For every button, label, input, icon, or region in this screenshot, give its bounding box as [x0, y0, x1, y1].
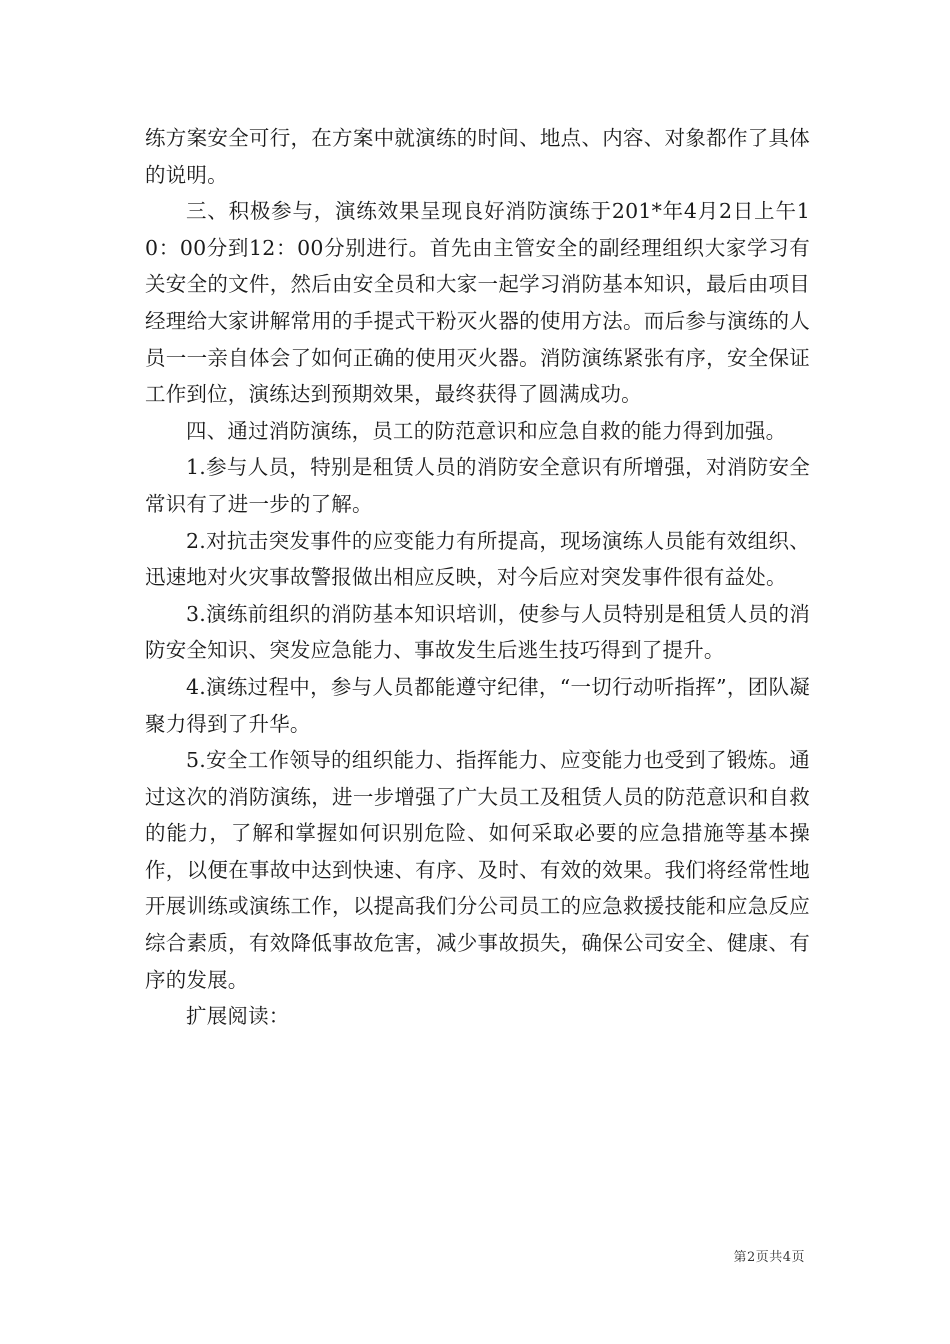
paragraph-item-4: 4.演练过程中，参与人员都能遵守纪律，“一切行动听指挥”，团队凝聚力得到了升华。 — [145, 674, 810, 736]
page-number: 第2页共4页 — [733, 1250, 805, 1265]
paragraph-extended-reading: 扩展阅读： — [186, 1004, 290, 1029]
paragraph-section-three: 三、积极参与，演练效果呈现良好消防演练于201*年4月2日上午10：00分到12：00分别进行。首先由主管安全的副经理组织大家学习有关安全的文件，然后由安全员和大家一起学习消防基本知识，最后由项目经理给大家讲解常用的手提式干粉灭火器的使用方法。而后参与演练的人员一一亲自体会了如何正确的使用灭火器。消防演练紧张有序，安全保证工作到位，演练达到预期效果，最终获得了圆满成功。 — [145, 199, 810, 407]
paragraph-item-3: 3.演练前组织的消防基本知识培训，使参与人员特别是租赁人员的消防安全知识、突发应急能力、事故发生后逃生技巧得到了提升。 — [145, 601, 810, 663]
paragraph-section-four: 四、通过消防演练，员工的防范意识和应急自救的能力得到加强。 — [186, 418, 787, 443]
paragraph-item-2: 2.对抗击突发事件的应变能力有所提高，现场演练人员能有效组织、迅速地对火灾事故警报做出相应反映，对今后应对突发事件很有益处。 — [145, 528, 810, 590]
paragraph-continuation: 练方案安全可行，在方案中就演练的时间、地点、内容、对象都作了具体的说明。 — [145, 126, 810, 187]
document-body — [145, 120, 810, 1035]
paragraph-item-1: 1.参与人员，特别是租赁人员的消防安全意识有所增强，对消防安全常识有了进一步的了解。 — [145, 455, 810, 516]
paragraph-item-5: 5.安全工作领导的组织能力、指挥能力、应变能力也受到了锻炼。通过这次的消防演练，进一步增强了广大员工及租赁人员的防范意识和自救的能力，了解和掌握如何识别危险、如何采取必要的应急措施等基本操作，以便在事故中达到快速、有序、及时、有效的效果。我们将经常性地开展训练或演练工作，以提高我们分公司员工的应急救援技能和应急反应综合素质，有效降低事故危害，减少事故损失，确保公司安全、健康、有序的发展。 — [145, 748, 810, 992]
